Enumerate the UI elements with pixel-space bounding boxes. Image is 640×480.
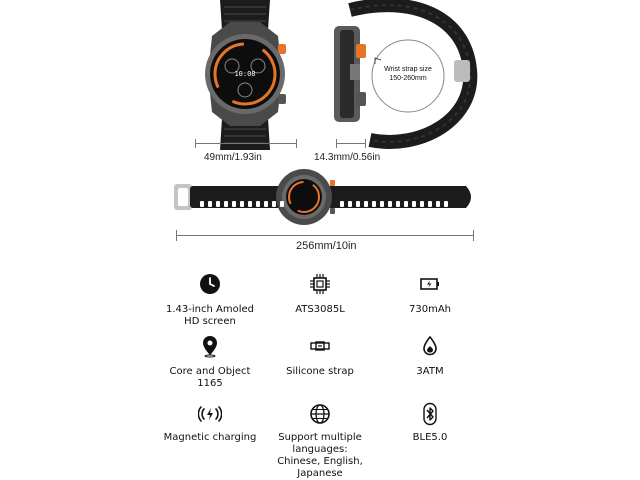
length-dimension-tick-right <box>473 230 474 241</box>
feature-chip-label: ATS3085L <box>295 304 345 315</box>
wrist-strap-size-label: Wrist strap size 150-260mm <box>384 66 432 82</box>
feature-languages-label-line1: Support multiple <box>278 432 362 443</box>
feature-languages-label-line4: Japanese <box>297 468 343 479</box>
feature-bluetooth <box>365 402 495 452</box>
feature-water-label: 3ATM <box>416 366 444 377</box>
water-drop-icon <box>418 334 442 358</box>
watch-flat-view <box>174 168 478 226</box>
bluetooth-icon <box>418 402 442 426</box>
strap-holes <box>200 194 460 200</box>
watch-front-view <box>190 0 300 150</box>
feature-battery <box>365 272 495 332</box>
clock-icon <box>198 272 222 296</box>
watch-width-label: 49mm/1.93in <box>204 152 262 163</box>
watch-side-view <box>330 0 480 150</box>
chip-icon <box>308 272 332 296</box>
feature-screen-label-line2: HD screen <box>184 316 236 327</box>
thickness-dimension-tick-right <box>365 139 366 148</box>
location-pin-icon <box>198 334 222 358</box>
watch-thickness-label: 14.3mm/0.56in <box>314 152 381 163</box>
feature-strap-label: Silicone strap <box>286 366 354 377</box>
feature-screen-label-line1: 1.43-inch Amoled <box>166 304 254 315</box>
width-dimension-line <box>195 143 297 144</box>
thickness-dimension-line <box>336 143 366 144</box>
feature-location-label-line2: 1165 <box>197 378 223 389</box>
feature-languages-label-line2: languages: <box>292 444 348 455</box>
feature-location-label-line1: Core and Object <box>169 366 251 377</box>
watch-face-time: 10:08 <box>234 70 256 78</box>
thickness-dimension-tick-left <box>336 139 337 148</box>
length-dimension-tick-left <box>176 230 177 241</box>
wireless-charging-icon <box>198 402 222 426</box>
feature-languages-label-line3: Chinese, English, <box>277 456 363 467</box>
width-dimension-tick-left <box>195 139 196 148</box>
length-dimension-line <box>176 235 474 236</box>
strap-icon <box>308 334 332 358</box>
feature-battery-label: 730mAh <box>408 304 451 315</box>
strap-length-label: 256mm/10in <box>296 240 357 252</box>
battery-icon <box>418 272 442 296</box>
globe-icon <box>308 402 332 426</box>
width-dimension-tick-right <box>296 139 297 148</box>
feature-bluetooth-label: BLE5.0 <box>412 432 448 443</box>
feature-water <box>365 334 495 396</box>
feature-charging-label: Magnetic charging <box>163 432 257 443</box>
